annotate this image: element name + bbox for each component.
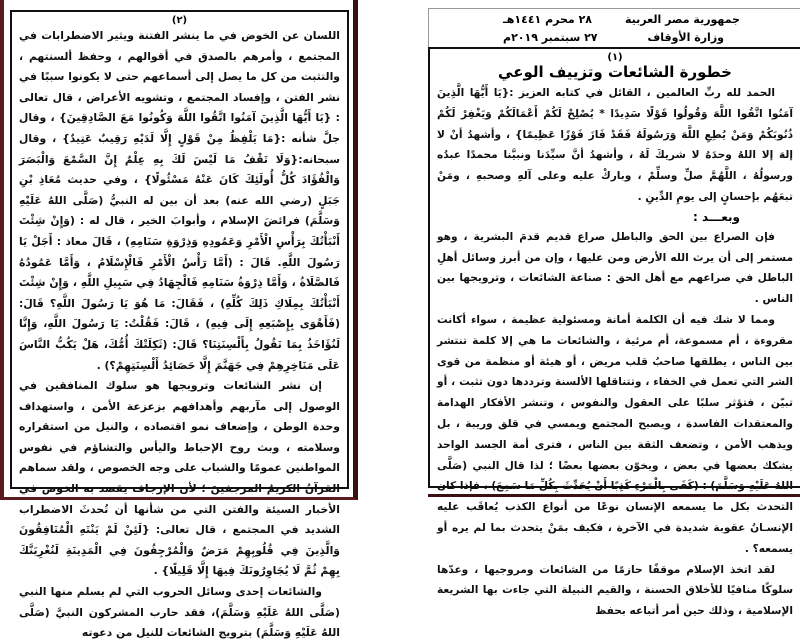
paragraph: اللسان عن الخوض في ما ينشر الفتنة ويثير الاضطرابات في المجتمع ، وأمرهم بالصدق في أقوالهم ، وحفظ ألسنتهم ، والتثبت من كل ما يصل إلى أسماعهم حتى لا يكونوا سببًا في نشر الفتن ، وإفساد المجتمع ، وتشويه الأعراض ، قال تعالى : {يَا أَيُّهَا الَّذِينَ آمَنُوا اتَّقُوا اللَّهَ وَكُونُوا مَعَ الصَّادِقِينَ} ، وقال جلَّ شأنه :{مَا يَلْفِظُ مِنْ قَوْلٍ إِلَّا لَدَيْهِ رَقِيبٌ عَتِيدٌ} ، وقال سبحانه:{وَلَا تَقْفُ مَا لَيْسَ لَكَ بِهِ عِلْمٌ إِنَّ السَّمْعَ وَالْبَصَرَ وَالْفُؤَادَ كُلُّ أُولَئِكَ كَانَ عَنْهُ مَسْئُولًا} ، وفي حديث مُعَاذِ بْنِ جَبَلٍ (رضي الله عنه) بعد أن بين له النبيُّ (صَلَّى اللهُ عَلَيْهِ وَسَلَّمَ) فرائضَ الإسلام ، وأبوابَ الخير ، قال له : (وَإِنْ شِئْتَ أَنْبَأْتُكَ بِرَأْسِ الْأَمْرِ وَعَمُودِهِ وَذِرْوَةِ سَنَامِهِ) ، قَالَ معاذ : أَجَلْ يَا رَسُولَ اللَّهِ. قَالَ : (أَمَّا رَأْسُ الْأَمْرِ فَالْإِسْلَامُ ، وَأَمَّا عَمُودُهُ فَالصَّلَاةُ ، وَأَمَّا ذِرْوَةُ سَنَامِهِ فَالْجِهَادُ فِي سَبِيلِ اللَّهِ ، وَإِنْ شِئْتَ أَنْبَأْتُكَ بِمِلَاكِ ذَلِكَ كُلِّهِ) ، فَقَالَ: مَا هُوَ يَا رَسُولَ اللَّهِ؟ قَالَ: (فَأَهْوَى بِإِصْبَعِهِ إِلَى فِيهِ) ، قَالَ: فَقُلْتُ: يَا رَسُولَ اللَّهِ، وَإِنَّا لَنُؤَاخَذُ بِمَا نَقُولُ بِأَلْسِنَتِنَا؟ قَالَ: (ثَكِلَتْكَ أُمُّكَ، هَلْ يَكُبُّ النَّاسَ عَلَى مَنَاخِرِهِمْ فِي جَهَنَّمَ إِلَّا حَصَائِدُ أَلْسِنَتِهِمْ؟) .: [19, 29, 340, 372]
intro-paragraph: الحمد لله ربِّ العالمين ، القائل في كتابه العزيز :{يَا أَيُّهَا الَّذِينَ آمَنُوا اتَّقُوا اللَّهَ وَقُولُوا قَوْلًا سَدِيدًا * يُصْلِحْ لَكُمْ أَعْمَالَكُمْ وَيَغْفِرْ لَكُمْ ذُنُوبَكُمْ وَمَنْ يُطِعِ اللَّهَ وَرَسُولَهُ فَقَدْ فَازَ فَوْزًا عَظِيمًا} ، وأشهدُ أنْ لا إلهَ إلا اللهُ وحدَهُ لا شريكَ لَهُ ، وأشهدُ أنَّ سيِّدَنا ونبيَّنا محمدًا عبدُه ورسولُهُ ، اللَّهُمَّ صلِّ وسلِّمْ ، وباركْ عليه وعلى آلهِ وصحبهِ ، ومَنْ تبعَهُم بإحسانٍ إلى يومِ الدِّينِ .: [437, 87, 793, 203]
page-number: (١): [607, 52, 623, 63]
paragraph: فإن الصراع بين الحق والباطل صراع قديم قدمَ البشرية ، وهو مستمر إلى أن يرث الله الأرض ومن عليها ، وإن من أبرز وسائل أهلِ الباطل في صراعهم مع أهل الحق : صناعة الشائعات ، وترويجها بين الناس .: [437, 230, 793, 306]
paragraph: لقد اتخذ الإسلام موقفًا حازمًا من الشائعات ومروجيها ، وعدّها سلوكًا منافيًا للأخلاق الحسنة ، والقيم النبيلة التي جاءت بها الشريعة الإسلامية ، وذلك حين أمر أتباعه بحفظ: [437, 563, 793, 618]
date-hijri: ٢٨ محرم ١٤٤١هـ: [503, 13, 592, 26]
ministry-name: وزارة الأوقاف: [647, 31, 724, 44]
document-page-2: [0, 0, 358, 640]
sermon-title: خطورة الشائعات وتزييف الوعي: [498, 63, 732, 81]
date-gregorian: ٢٧ سبتمبر ٢٠١٩م: [503, 31, 598, 44]
body-text: [430, 83, 800, 208]
page-number: (٢): [171, 15, 188, 26]
paragraph: والشائعات إحدى وسائل الحروب التي لم يسلم منها النبي (صَلَّى اللهُ عَلَيْهِ وَسَلَّمَ)، فقد حارب المشركون النبيَّ (صَلَّى اللهُ عَلَيْهِ وَسَلَّمَ) بترويج الشائعات للنيل من دعوته: [19, 585, 340, 640]
paragraph: ومما لا شك فيه أن الكلمة أمانة ومسئولية عظيمة ، سواء أكانت مقروءة ، أم مسموعة، أم مرئية ، والشائعات ما هي إلا كلمة تنتشر بين الناس ، يطلقها صاحبُ قلب مريض ، أو هيئة أو منظمة من قوى الشر التي تعمل في الخفاء ، وتتناقلها الألسنة وترددها دون تثبت ، أو تبيّن ، فتؤثر سلبًا على العقول والنفوس ، وتنشر الأفكار الهدامة والمعتقدات الفاسدة ، ويصبح المجتمع ويمسي في قلق وريبة ، بل ويذهب الأمن ، وتضعف الثقة بين الناس ، فترى أمة الجسد الواحد يشكك بعضها في بعض ، ويخوّن بعضها بعضًا ؛ لذا قال النبي (صَلَّى اللهُ عَلَيْهِ وَسَلَّمَ) : (كَفَى بِالْمَرْءِ كَذِبًا أَنْ يُحَدِّثَ بِكُلِّ مَا سَمِعَ) ، فإذا كان التحدث بكل ما يسمعه الإنسان نوعًا من أنواع الكذب يُعاقَب عليه الإنسـانُ عقوبة شديدة في الآخرة ، فكيف بمَنْ يتحدث بما لم يره أو يسمعه؟ .: [437, 313, 793, 555]
paragraph: إن نشر الشائعات وترويجها هو سلوك المنافقين في الوصول إلى مآربهم وأهدافهم بزعزعة الأمن ، واستهداف وحدة الوطن ، وإضعاف نمو اقتصاده ، والنيل من استقراره وسلامته ، وبث روح الإحباط واليأس والتشاؤم في نفوس المواطنين عمومًا والشباب على وجه الخصوص ، ولقد سماهم القرآنُ الكريمُ المرجفينَ ؛ لأن الإرجاف يقصد به الخوض في الأخبار السيئة والفتن التي من شأنها أن تُحدثَ الاضطراب الشديد في المجتمع ، قال تعالى: {لَئِنْ لَمْ يَنْتَهِ الْمُنَافِقُونَ وَالَّذِينَ فِي قُلُوبِهِمْ مَرَضٌ وَالْمُرْجِفُونَ فِي الْمَدِينَةِ لَنُغْرِيَنَّكَ بِهِمْ ثُمَّ لَا يُجَاوِرُونَكَ فِيهَا إِلَّا قَلِيلًا} .: [19, 379, 340, 578]
page-content-frame: [428, 47, 800, 618]
body-text: [430, 227, 800, 622]
body-text: [12, 26, 347, 644]
document-page-1: [422, 0, 800, 618]
org-name: جمهورية مصر العربية: [625, 13, 740, 26]
section-heading: وبعـــد :: [693, 209, 740, 224]
bottom-rule: [428, 494, 800, 497]
page-content-frame: [10, 10, 349, 640]
